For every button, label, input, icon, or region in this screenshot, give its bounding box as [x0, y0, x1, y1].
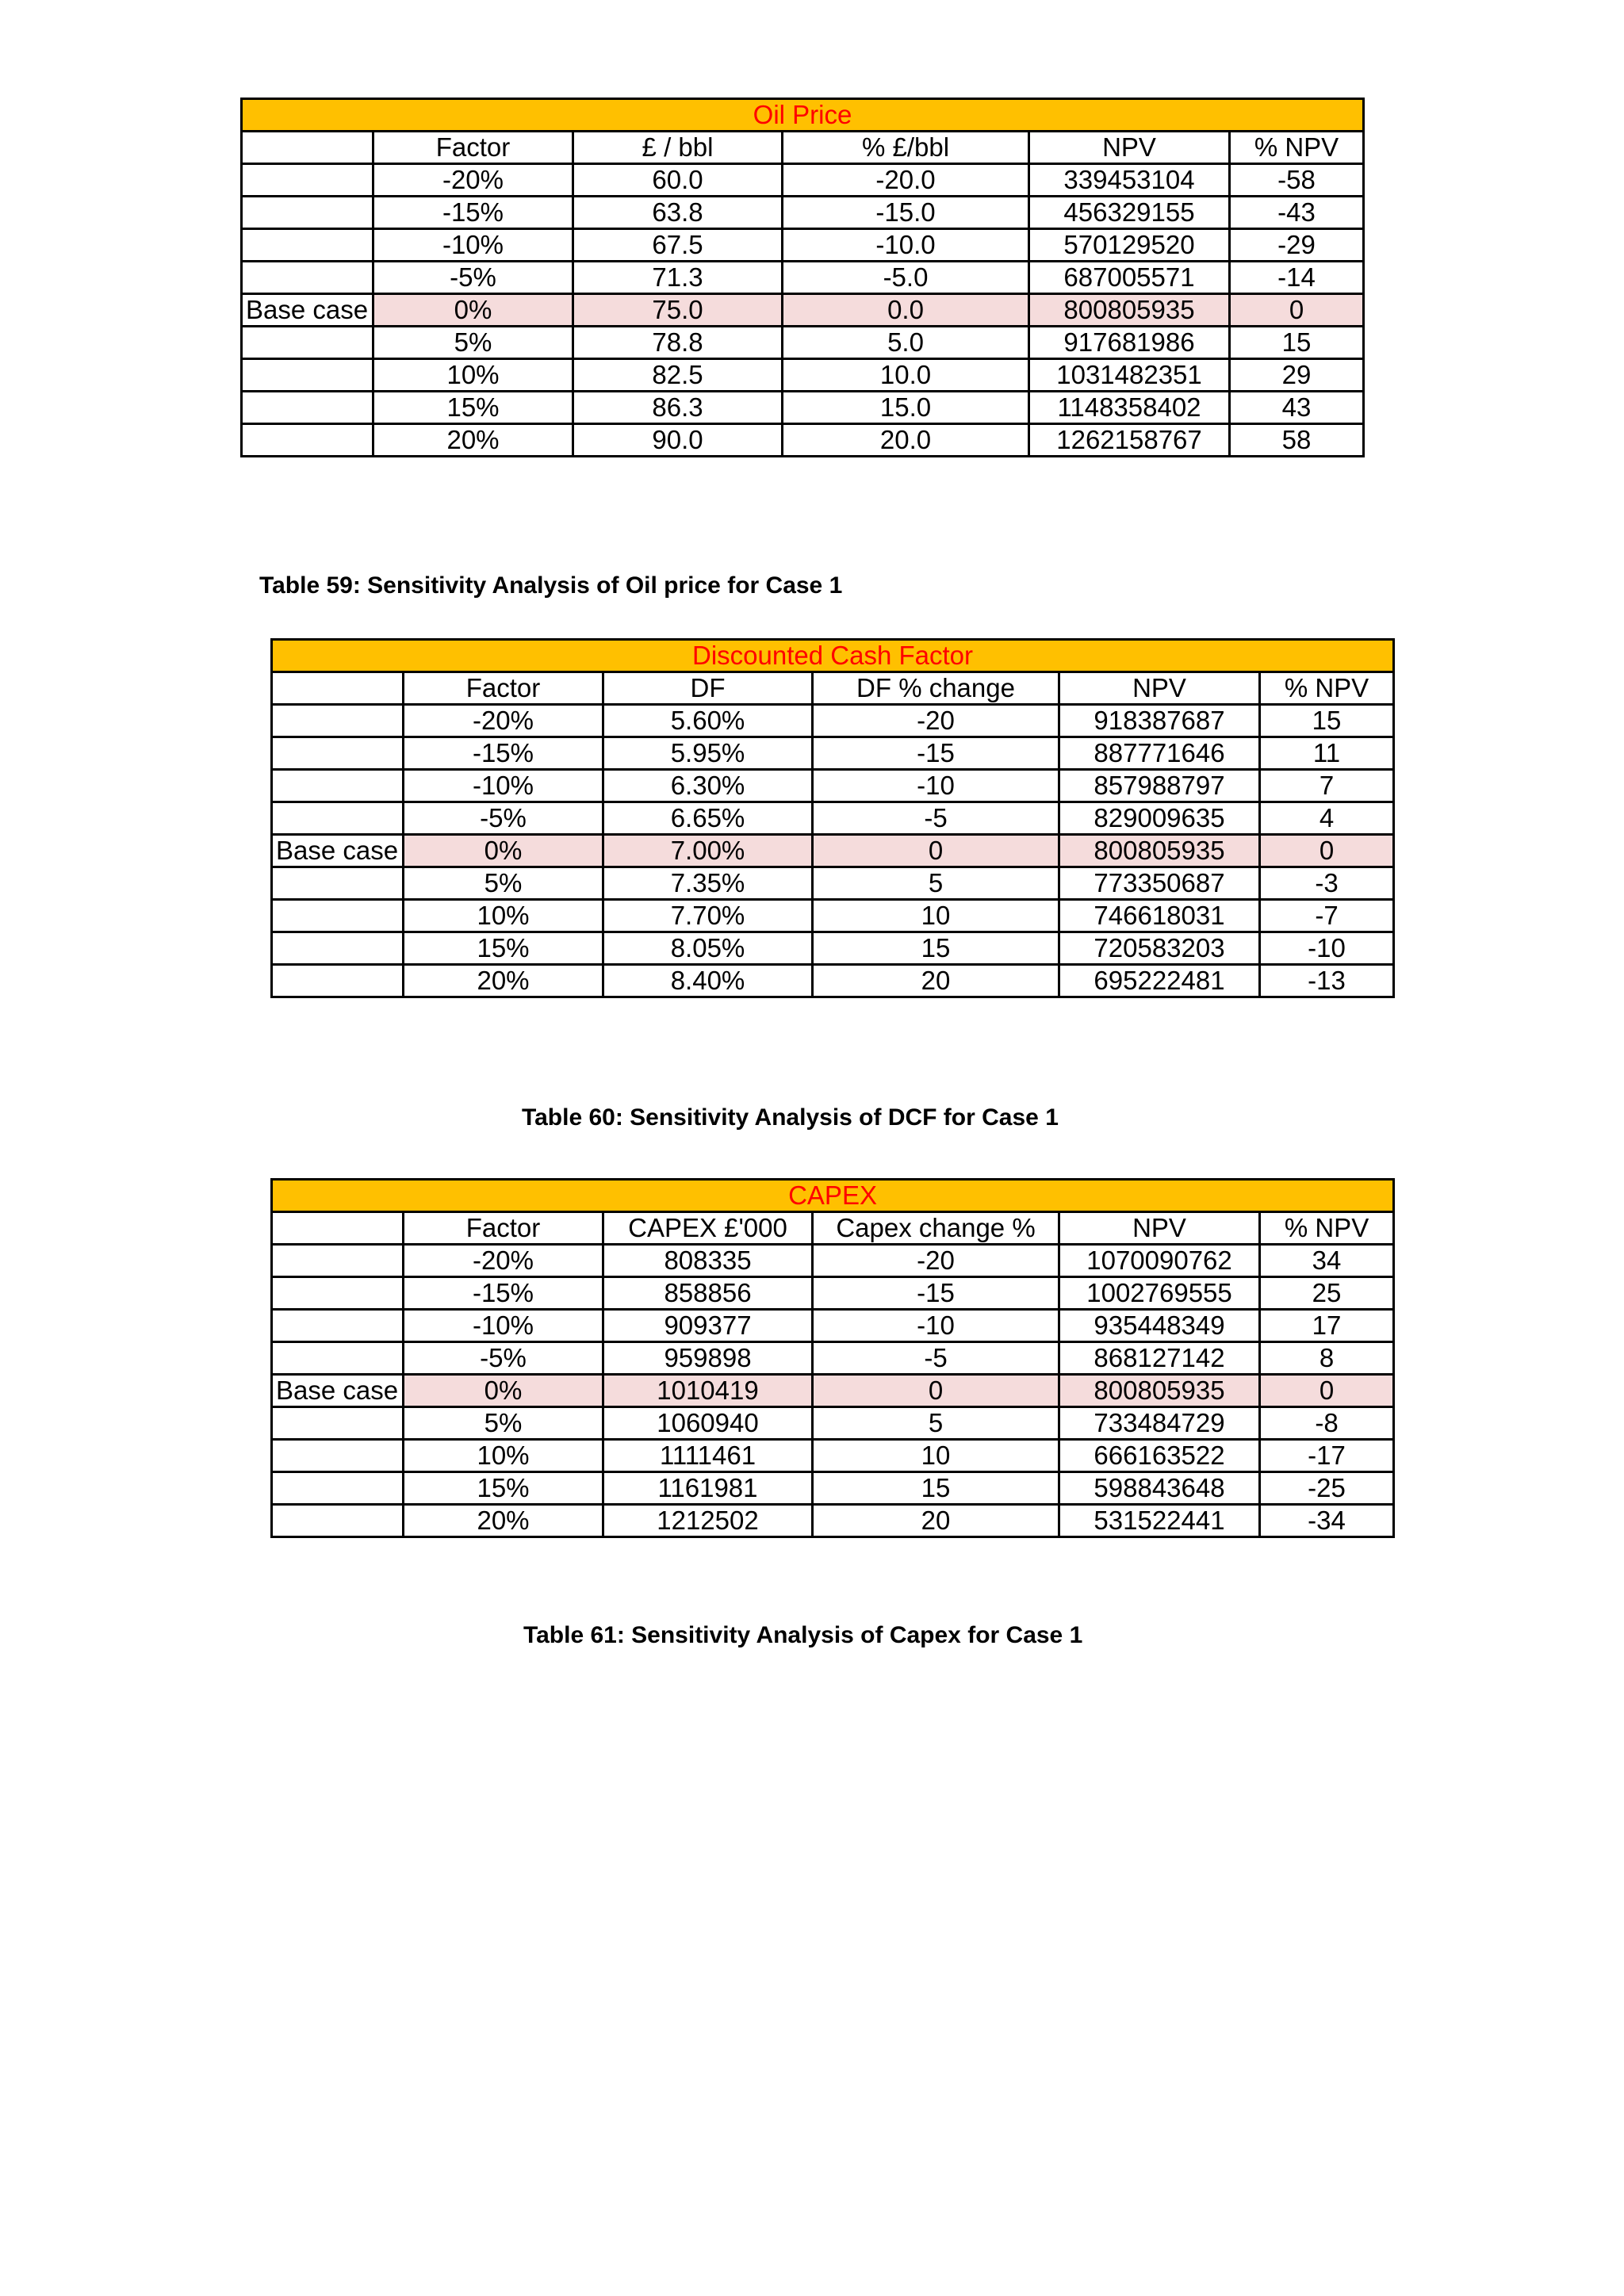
table-cell: -17 [1260, 1440, 1394, 1472]
table-cell: 1161981 [603, 1472, 813, 1505]
table-cell: 829009635 [1059, 802, 1260, 835]
table-cell: 5.0 [783, 327, 1029, 359]
table-cell: -20 [813, 1245, 1059, 1277]
table-cell: -10% [373, 229, 573, 262]
table-cell: 695222481 [1059, 965, 1260, 997]
table-cell: -3 [1260, 867, 1394, 900]
table-cell: 1031482351 [1029, 359, 1230, 392]
table-cell: -58 [1230, 164, 1364, 197]
table-cell: 0% [404, 1375, 603, 1407]
table-cell: 11 [1260, 737, 1394, 770]
table-cell: 15% [404, 1472, 603, 1505]
table-cell: -5% [404, 802, 603, 835]
table-cell: 15 [813, 1472, 1059, 1505]
table-cell: -10% [404, 1310, 603, 1342]
header-row [242, 132, 1364, 164]
table-cell: 1060940 [603, 1407, 813, 1440]
table-cell: 75.0 [573, 294, 783, 327]
table-row [272, 802, 1394, 835]
table-row [242, 229, 1364, 262]
table-cell: 71.3 [573, 262, 783, 294]
column-header: NPV [1059, 672, 1260, 705]
table-title: CAPEX [272, 1180, 1394, 1212]
row-label [272, 802, 404, 835]
dcf-table [270, 638, 1395, 998]
row-label [242, 229, 373, 262]
table-cell: 17 [1260, 1310, 1394, 1342]
column-header: DF [603, 672, 813, 705]
table-cell: 857988797 [1059, 770, 1260, 802]
table-cell: 15.0 [783, 392, 1029, 424]
table-row [272, 770, 1394, 802]
table-cell: 5.60% [603, 705, 813, 737]
table-cell: 67.5 [573, 229, 783, 262]
table-cell: 909377 [603, 1310, 813, 1342]
table-row [272, 1310, 1394, 1342]
row-label [272, 1472, 404, 1505]
table-61-caption: Table 61: Sensitivity Analysis of Capex for Case 1 [523, 1622, 1083, 1648]
table-cell: 531522441 [1059, 1505, 1260, 1537]
table-cell: 63.8 [573, 197, 783, 229]
table-cell: 339453104 [1029, 164, 1230, 197]
table-cell: -34 [1260, 1505, 1394, 1537]
table-cell: -10.0 [783, 229, 1029, 262]
table-cell: -15% [373, 197, 573, 229]
table-row [272, 1505, 1394, 1537]
table-cell: -5 [813, 1342, 1059, 1375]
row-label [272, 770, 404, 802]
capex-table [270, 1178, 1395, 1538]
table-row [242, 294, 1364, 327]
table-cell: 0 [1260, 1375, 1394, 1407]
table-cell: -20.0 [783, 164, 1029, 197]
table-cell: 15% [404, 932, 603, 965]
table-cell: 5% [404, 867, 603, 900]
table-cell: 25 [1260, 1277, 1394, 1310]
table-cell: 959898 [603, 1342, 813, 1375]
table-cell: -15% [404, 737, 603, 770]
table-cell: 15 [813, 932, 1059, 965]
table-cell: 43 [1230, 392, 1364, 424]
oil-price-table [240, 98, 1365, 457]
column-header: % NPV [1260, 672, 1394, 705]
table-cell: 800805935 [1029, 294, 1230, 327]
table-cell: 10.0 [783, 359, 1029, 392]
table-cell: 687005571 [1029, 262, 1230, 294]
column-header: £ / bbl [573, 132, 783, 164]
table-cell: 58 [1230, 424, 1364, 457]
table-cell: -5 [813, 802, 1059, 835]
row-label [272, 932, 404, 965]
table-title: Oil Price [242, 99, 1364, 132]
table-cell: 0% [373, 294, 573, 327]
table-cell: 598843648 [1059, 1472, 1260, 1505]
table-row [242, 197, 1364, 229]
row-label [272, 705, 404, 737]
table-cell: 20 [813, 1505, 1059, 1537]
row-label: Base case [272, 1375, 404, 1407]
table-cell: 0 [1230, 294, 1364, 327]
table-cell: -8 [1260, 1407, 1394, 1440]
table-row [272, 1472, 1394, 1505]
row-label [242, 197, 373, 229]
row-label [272, 1440, 404, 1472]
table-cell: -5% [404, 1342, 603, 1375]
column-header: % NPV [1230, 132, 1364, 164]
table-cell: 20% [373, 424, 573, 457]
header-row [272, 672, 1394, 705]
row-label [272, 900, 404, 932]
table-cell: 0.0 [783, 294, 1029, 327]
table-row [272, 900, 1394, 932]
table-row [272, 932, 1394, 965]
row-label [272, 1277, 404, 1310]
row-label [242, 164, 373, 197]
table-cell: 935448349 [1059, 1310, 1260, 1342]
table-row [242, 392, 1364, 424]
row-label [272, 1342, 404, 1375]
table-cell: 5% [404, 1407, 603, 1440]
table-cell: 456329155 [1029, 197, 1230, 229]
table-cell: 20.0 [783, 424, 1029, 457]
table-cell: 858856 [603, 1277, 813, 1310]
table-row [242, 359, 1364, 392]
table-cell: 7.70% [603, 900, 813, 932]
table-cell: -5% [373, 262, 573, 294]
table-cell: 6.65% [603, 802, 813, 835]
table-cell: 868127142 [1059, 1342, 1260, 1375]
table-cell: -20 [813, 705, 1059, 737]
table-cell: 918387687 [1059, 705, 1260, 737]
table-row [272, 1440, 1394, 1472]
row-label [272, 867, 404, 900]
table-title-row [272, 640, 1394, 672]
column-header [242, 132, 373, 164]
table-cell: 5 [813, 1407, 1059, 1440]
table-cell: 733484729 [1059, 1407, 1260, 1440]
table-cell: 15 [1260, 705, 1394, 737]
table-cell: -7 [1260, 900, 1394, 932]
row-label [272, 1505, 404, 1537]
table-cell: 808335 [603, 1245, 813, 1277]
table-title-row [272, 1180, 1394, 1212]
table-cell: -15 [813, 1277, 1059, 1310]
table-cell: 10 [813, 1440, 1059, 1472]
table-cell: 746618031 [1059, 900, 1260, 932]
table-cell: -15 [813, 737, 1059, 770]
column-header: % NPV [1260, 1212, 1394, 1245]
table-row [272, 835, 1394, 867]
table-cell: 10% [404, 1440, 603, 1472]
table-row [272, 867, 1394, 900]
table-cell: 10% [373, 359, 573, 392]
table-cell: 0% [404, 835, 603, 867]
table-cell: -10 [1260, 932, 1394, 965]
row-label [272, 1407, 404, 1440]
table-cell: 20% [404, 1505, 603, 1537]
table-cell: 773350687 [1059, 867, 1260, 900]
row-label [242, 392, 373, 424]
column-header [272, 1212, 404, 1245]
row-label [272, 965, 404, 997]
column-header: % £/bbl [783, 132, 1029, 164]
table-cell: 917681986 [1029, 327, 1230, 359]
table-60-caption: Table 60: Sensitivity Analysis of DCF for Case 1 [522, 1104, 1059, 1131]
table-cell: -29 [1230, 229, 1364, 262]
table-row [272, 1277, 1394, 1310]
column-header: DF % change [813, 672, 1059, 705]
column-header: NPV [1029, 132, 1230, 164]
table-row [242, 327, 1364, 359]
header-row [272, 1212, 1394, 1245]
row-label [272, 1245, 404, 1277]
table-row [272, 705, 1394, 737]
table-cell: 20% [404, 965, 603, 997]
table-cell: 1212502 [603, 1505, 813, 1537]
table-cell: 20 [813, 965, 1059, 997]
row-label [272, 1310, 404, 1342]
column-header: Factor [404, 672, 603, 705]
table-cell: 5% [373, 327, 573, 359]
table-cell: 1262158767 [1029, 424, 1230, 457]
table-cell: 0 [813, 1375, 1059, 1407]
row-label: Base case [242, 294, 373, 327]
table-cell: -43 [1230, 197, 1364, 229]
table-cell: 6.30% [603, 770, 813, 802]
table-cell: 78.8 [573, 327, 783, 359]
row-label: Base case [272, 835, 404, 867]
table-cell: -20% [404, 1245, 603, 1277]
row-label [272, 737, 404, 770]
table-cell: 1002769555 [1059, 1277, 1260, 1310]
table-cell: -20% [404, 705, 603, 737]
table-cell: -15% [404, 1277, 603, 1310]
table-row [272, 1245, 1394, 1277]
column-header: CAPEX £'000 [603, 1212, 813, 1245]
table-cell: -25 [1260, 1472, 1394, 1505]
table-cell: 5.95% [603, 737, 813, 770]
column-header [272, 672, 404, 705]
table-cell: -20% [373, 164, 573, 197]
table-cell: 90.0 [573, 424, 783, 457]
table-row [272, 1375, 1394, 1407]
column-header: NPV [1059, 1212, 1260, 1245]
table-cell: 1111461 [603, 1440, 813, 1472]
column-header: Capex change % [813, 1212, 1059, 1245]
table-cell: 0 [1260, 835, 1394, 867]
table-cell: 15% [373, 392, 573, 424]
table-cell: 15 [1230, 327, 1364, 359]
table-row [242, 424, 1364, 457]
table-cell: 7.35% [603, 867, 813, 900]
table-cell: 10 [813, 900, 1059, 932]
table-row [272, 1407, 1394, 1440]
table-cell: 1010419 [603, 1375, 813, 1407]
table-cell: 10% [404, 900, 603, 932]
table-cell: 4 [1260, 802, 1394, 835]
row-label [242, 359, 373, 392]
table-row [242, 164, 1364, 197]
table-row [272, 737, 1394, 770]
table-cell: 0 [813, 835, 1059, 867]
table-59-caption: Table 59: Sensitivity Analysis of Oil price for Case 1 [259, 572, 843, 599]
table-cell: -5.0 [783, 262, 1029, 294]
column-header: Factor [404, 1212, 603, 1245]
table-cell: 29 [1230, 359, 1364, 392]
table-cell: -10 [813, 1310, 1059, 1342]
table-cell: 82.5 [573, 359, 783, 392]
table-cell: 7 [1260, 770, 1394, 802]
table-cell: 7.00% [603, 835, 813, 867]
table-cell: 8.40% [603, 965, 813, 997]
table-title-row [242, 99, 1364, 132]
table-cell: 60.0 [573, 164, 783, 197]
column-header: Factor [373, 132, 573, 164]
row-label [242, 262, 373, 294]
table-cell: 800805935 [1059, 835, 1260, 867]
table-cell: 1148358402 [1029, 392, 1230, 424]
table-cell: -10% [404, 770, 603, 802]
row-label [242, 424, 373, 457]
table-cell: 8.05% [603, 932, 813, 965]
table-cell: -10 [813, 770, 1059, 802]
table-cell: 666163522 [1059, 1440, 1260, 1472]
table-cell: 720583203 [1059, 932, 1260, 965]
table-cell: 8 [1260, 1342, 1394, 1375]
table-cell: 86.3 [573, 392, 783, 424]
table-row [272, 965, 1394, 997]
table-cell: 887771646 [1059, 737, 1260, 770]
table-cell: 800805935 [1059, 1375, 1260, 1407]
table-cell: 1070090762 [1059, 1245, 1260, 1277]
table-row [242, 262, 1364, 294]
table-cell: -14 [1230, 262, 1364, 294]
table-cell: -15.0 [783, 197, 1029, 229]
table-row [272, 1342, 1394, 1375]
table-cell: 5 [813, 867, 1059, 900]
table-cell: 570129520 [1029, 229, 1230, 262]
table-cell: -13 [1260, 965, 1394, 997]
table-title: Discounted Cash Factor [272, 640, 1394, 672]
row-label [242, 327, 373, 359]
table-cell: 34 [1260, 1245, 1394, 1277]
